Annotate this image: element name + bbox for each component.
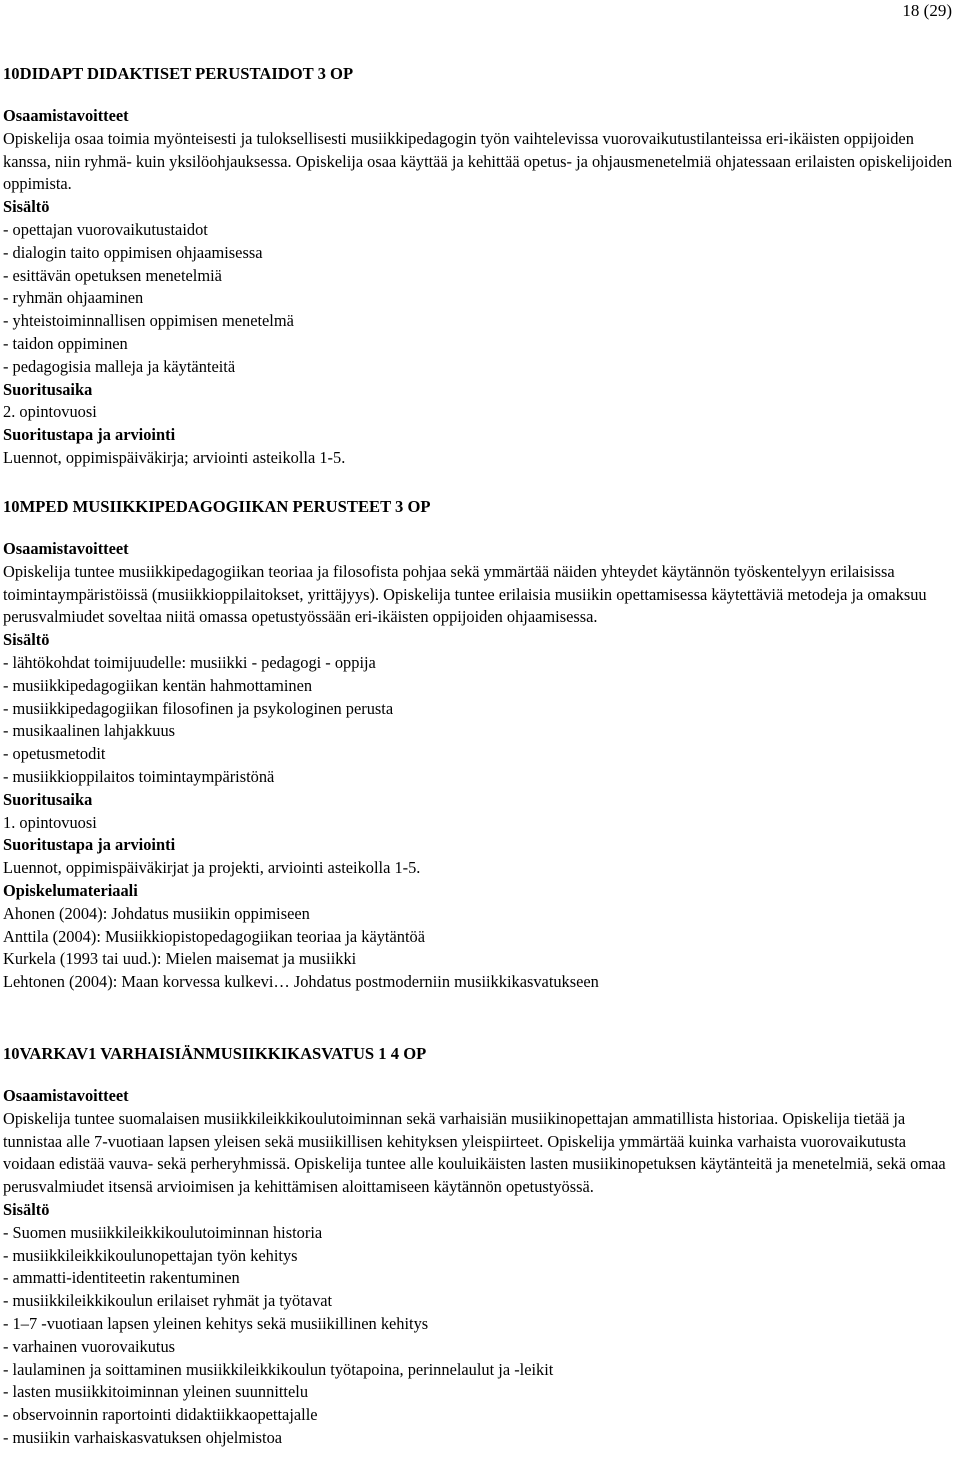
content-list-item: - musiikkileikkikoulun erilaiset ryhmät ja työtavat <box>3 1291 333 1311</box>
content-list-item: - lasten musiikkitoiminnan yleinen suunnittelu <box>3 1382 309 1402</box>
content-heading: Sisältö <box>3 197 50 217</box>
content-list-item: - opetusmetodit <box>3 744 106 764</box>
content-list-item: - yhteistoiminnallisen oppimisen menetelmä <box>3 311 294 331</box>
content-list-item: - observoinnin raportointi didaktiikkaopettajalle <box>3 1405 318 1425</box>
content-list-item: - dialogin taito oppimisen ohjaamisessa <box>3 242 263 262</box>
materials-list-item: Lehtonen (2004): Maan korvessa kulkevi… Johdatus postmoderniin musiikkikasvatukseen <box>3 972 599 992</box>
content-list-item: - musiikkileikkikoulunopettajan työn kehitys <box>3 1245 298 1265</box>
course-section-10mped <box>3 496 955 994</box>
content-heading: Sisältö <box>3 1199 50 1219</box>
content-list-item: - Suomen musiikkileikkikoulutoiminnan historia <box>3 1222 323 1242</box>
content-list-item: - ammatti-identiteetin rakentuminen <box>3 1268 240 1288</box>
content-list-item: - pedagogisia malleja ja käytänteitä <box>3 356 236 376</box>
content-list-item: - esittävän opetuksen menetelmiä <box>3 265 222 285</box>
content-list-item: - musikaalinen lahjakkuus <box>3 721 176 741</box>
content-list-item: - musiikkipedagogiikan filosofinen ja psykologinen perusta <box>3 698 394 718</box>
assessment-heading: Suoritustapa ja arviointi <box>3 425 176 445</box>
assessment-heading: Suoritustapa ja arviointi <box>3 835 176 855</box>
content-list-item: - musiikin varhaiskasvatuksen ohjelmistoa <box>3 1427 283 1447</box>
objectives-heading: Osaamistavoitteet <box>3 1086 129 1105</box>
materials-list-item: Kurkela (1993 tai uud.): Mielen maisemat ja musiikki <box>3 949 357 969</box>
materials-heading: Opiskelumateriaali <box>3 880 138 900</box>
timing-text: 2. opintovuosi <box>3 402 97 422</box>
materials-list <box>3 903 955 994</box>
objectives-text: Opiskelija tuntee suomalaisen musiikkileikkikoulutoiminnan sekä varhaisiän musiikinopettajan ammatillista historiaa. Opiskelija tietää ja tunnistaa alle 7-vuotiaan lapsen yleisen sekä musiikillisen kehityksen yleispiirteet. Opiskelija ymmärtää kuinka varhaista vuorovaikutusta voidaan edistää vauva- sekä perheryhmissä. Opiskelija tuntee alle kouluikäisten lasten musiikinopetuksen käytänteitä ja menetelmiä, sekä omaa perusvalmiudet itsensä arvioimisen ja kehittämisen aloittamiseen käytännön opetustyössä. <box>3 1108 946 1197</box>
content-list-item: - varhainen vuorovaikutus <box>3 1336 176 1356</box>
content-list-item: - opettajan vuorovaikutustaidot <box>3 219 208 239</box>
content-list-item: - ryhmän ohjaaminen <box>3 288 144 308</box>
content-list <box>3 652 955 789</box>
timing-text: 1. opintovuosi <box>3 812 97 832</box>
course-title: 10MPED MUSIIKKIPEDAGOGIIKAN PERUSTEET 3 OP <box>3 497 431 516</box>
page-number: 18 (29) <box>902 1 952 20</box>
timing-heading: Suoritusaika <box>3 379 93 399</box>
content-list <box>3 219 955 379</box>
content-list-item: - taidon oppiminen <box>3 333 128 353</box>
course-section-10varkav1 <box>3 1043 955 1450</box>
content-heading: Sisältö <box>3 630 50 650</box>
content-list-item: - musiikkipedagogiikan kentän hahmottaminen <box>3 675 313 695</box>
objectives-heading: Osaamistavoitteet <box>3 106 129 125</box>
content-list-item: - musiikkioppilaitos toimintaympäristönä <box>3 766 275 786</box>
objectives-text: Opiskelija tuntee musiikkipedagogiikan teoriaa ja filosofista pohjaa sekä ymmärtää näiden yhteydet käytännön työskentelyyn erilaisissa toimintaympäristöissä (musiikkioppilaitokset, yrittäjyys). Opiskelija tuntee erilaisia musiikin opettamisessa käytettäviä metodeja ja omaksuu perusvalmiudet soveltaa niitä omassa opetustyössään eri-ikäisten oppijoiden ohjaamisessa. <box>3 561 927 627</box>
course-title: 10VARKAV1 VARHAISIÄNMUSIIKKIKASVATUS 1 4 OP <box>3 1044 427 1063</box>
assessment-text: Luennot, oppimispäiväkirja; arviointi asteikolla 1-5. <box>3 447 346 467</box>
materials-list-item: Anttila (2004): Musiikkiopistopedagogiikan teoriaa ja käytäntöä <box>3 926 425 946</box>
timing-heading: Suoritusaika <box>3 789 93 809</box>
materials-list-item: Ahonen (2004): Johdatus musiikin oppimiseen <box>3 903 310 923</box>
objectives-heading: Osaamistavoitteet <box>3 539 129 558</box>
content-list <box>3 1222 955 1450</box>
assessment-text: Luennot, oppimispäiväkirjat ja projekti, arviointi asteikolla 1-5. <box>3 858 421 878</box>
content-list-item: - 1–7 -vuotiaan lapsen yleinen kehitys sekä musiikillinen kehitys <box>3 1313 429 1333</box>
content-list-item: - lähtökohdat toimijuudelle: musiikki - pedagogi - oppija <box>3 652 376 672</box>
objectives-text: Opiskelija osaa toimia myönteisesti ja tuloksellisesti musiikkipedagogin työn vaihtelevissa vuorovaikutustilanteissa eri-ikäisten oppijoiden kanssa, niin ryhmä- kuin yksilöohjauksessa. Opiskelija osaa käyttää ja kehittää opetus- ja ohjausmenetelmiä ohjatessaan erilaisten opiskelijoiden oppimista. <box>3 128 953 194</box>
course-section-10didapt <box>3 63 955 470</box>
content-list-item: - laulaminen ja soittaminen musiikkileikkikoulun työtapoina, perinnelaulut ja -leikit <box>3 1359 554 1379</box>
course-title: 10DIDAPT DIDAKTISET PERUSTAIDOT 3 OP <box>3 64 354 83</box>
